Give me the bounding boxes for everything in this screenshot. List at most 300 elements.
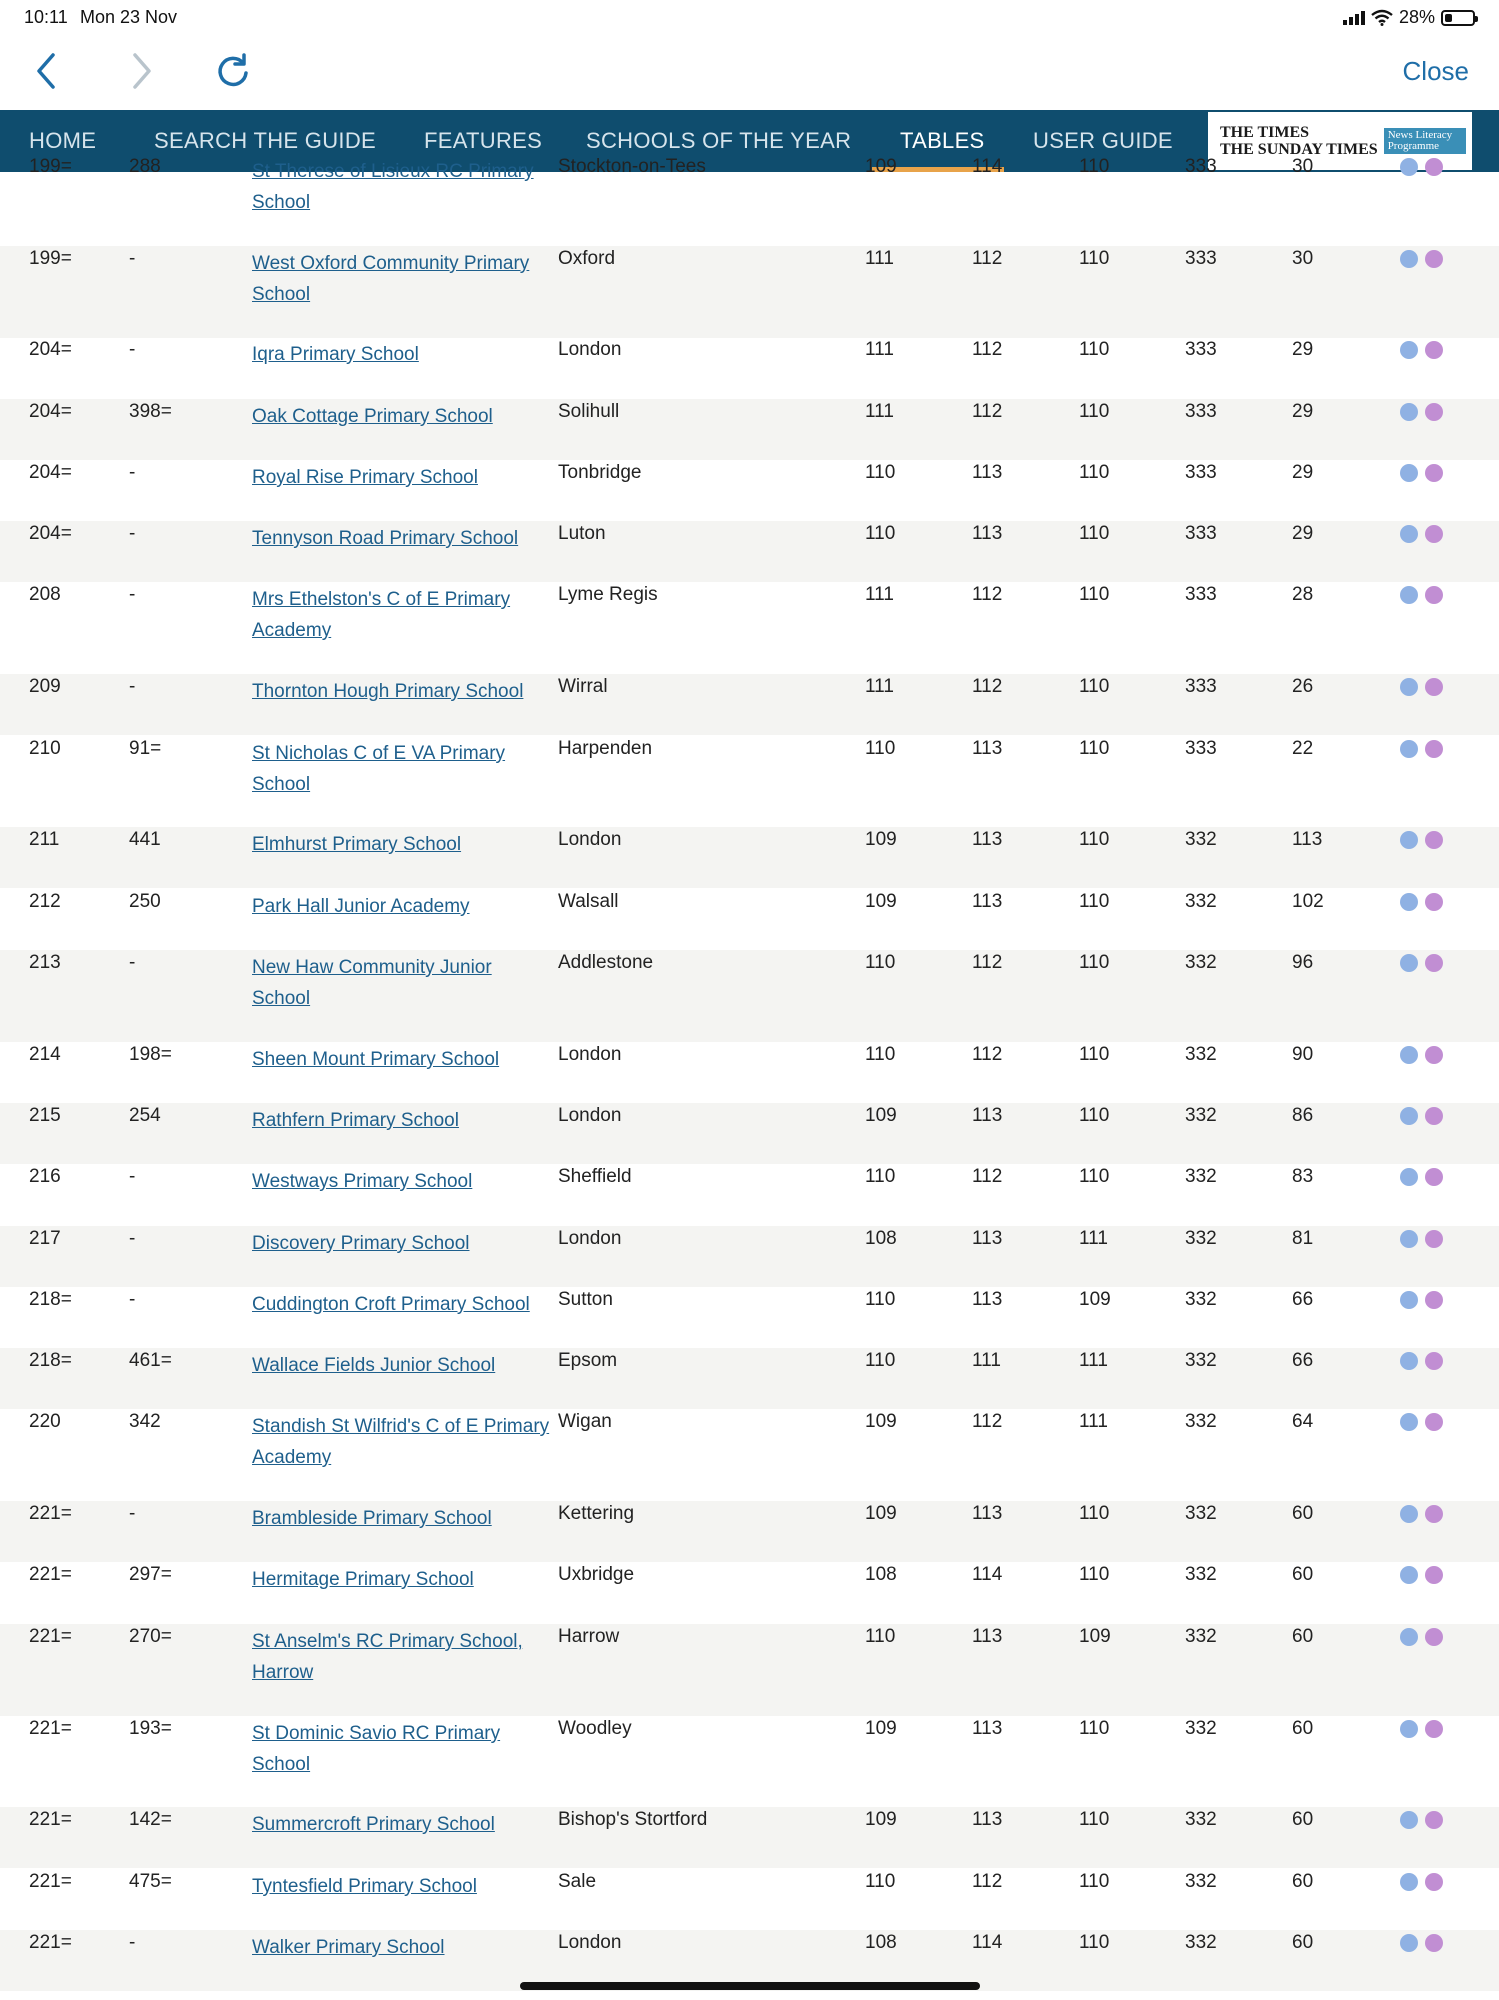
status-date: Mon 23 Nov <box>80 7 178 27</box>
close-button[interactable]: Close <box>1402 56 1469 86</box>
rank-cell: 221= <box>29 1871 72 1892</box>
pink-dot-icon <box>1425 586 1443 604</box>
pink-dot-icon <box>1425 341 1443 359</box>
town-cell: Addlestone <box>558 952 654 973</box>
score-2-cell: 113 <box>972 1809 1003 1830</box>
pink-dot-icon <box>1425 1811 1443 1829</box>
rank-cell: 204= <box>29 339 72 360</box>
total-cell: 332 <box>1185 1105 1217 1126</box>
score-1-cell: 111 <box>865 584 894 605</box>
score-2-cell: 111 <box>972 1350 1001 1371</box>
school-name-link[interactable]: Cuddington Croft Primary School <box>252 1294 530 1315</box>
previous-rank-cell: 270= <box>129 1626 172 1647</box>
indicator-dots <box>1400 1046 1443 1064</box>
wifi-icon <box>1371 10 1393 26</box>
town-cell: Oxford <box>558 248 616 269</box>
logo-badge: News Literacy Programme <box>1384 128 1466 154</box>
table-row <box>0 521 1499 582</box>
school-name-link[interactable]: St Nicholas C of E VA Primary School <box>252 743 506 795</box>
town-cell: London <box>558 1105 622 1126</box>
rank-cell: 217 <box>29 1228 61 1249</box>
previous-rank-cell: 475= <box>129 1871 172 1892</box>
score-cell: 102 <box>1292 891 1324 912</box>
score-cell: 66 <box>1292 1289 1314 1310</box>
indicator-dots <box>1400 831 1443 849</box>
score-1-cell: 109 <box>865 1503 897 1524</box>
score-3-cell: 110 <box>1079 738 1110 759</box>
score-3-cell: 110 <box>1079 523 1110 544</box>
town-cell: Harrow <box>558 1626 620 1647</box>
school-name-link[interactable]: St Anselm's RC Primary School, Harrow <box>252 1631 523 1683</box>
total-cell: 332 <box>1185 1809 1217 1830</box>
score-2-cell: 112 <box>972 1044 1003 1065</box>
total-cell: 332 <box>1185 952 1217 973</box>
score-3-cell: 109 <box>1079 1289 1111 1310</box>
score-2-cell: 113 <box>972 1718 1003 1739</box>
score-1-cell: 110 <box>865 738 896 759</box>
indicator-dots <box>1400 740 1443 758</box>
blue-dot-icon <box>1400 893 1418 911</box>
battery-fill <box>1445 14 1452 22</box>
score-1-cell: 110 <box>865 523 896 544</box>
school-name-link[interactable]: Walker Primary School <box>252 1937 445 1958</box>
school-name-link[interactable]: Mrs Ethelston's C of E Primary Academy <box>252 589 511 641</box>
table-row <box>0 889 1499 950</box>
score-2-cell: 112 <box>972 248 1003 269</box>
school-name-link[interactable]: Brambleside Primary School <box>252 1508 492 1529</box>
town-cell: Wirral <box>558 676 608 697</box>
score-cell: 113 <box>1292 829 1323 850</box>
rank-cell: 204= <box>29 462 72 483</box>
score-cell: 22 <box>1292 738 1314 759</box>
pink-dot-icon <box>1425 1505 1443 1523</box>
score-3-cell: 110 <box>1079 462 1110 483</box>
score-1-cell: 110 <box>865 1289 896 1310</box>
score-2-cell: 112 <box>972 1166 1003 1187</box>
pink-dot-icon <box>1425 1413 1443 1431</box>
table-row <box>0 1348 1499 1409</box>
table-row <box>0 1226 1499 1287</box>
table-row <box>0 1103 1499 1164</box>
chevron-left-icon <box>33 51 61 91</box>
score-cell: 28 <box>1292 584 1314 605</box>
previous-rank-cell: 398= <box>129 401 172 422</box>
school-name-link[interactable]: Sheen Mount Primary School <box>252 1049 500 1070</box>
indicator-dots <box>1400 1934 1443 1952</box>
score-2-cell: 113 <box>972 891 1003 912</box>
school-name-link[interactable]: Discovery Primary School <box>252 1233 470 1254</box>
previous-rank-cell: - <box>129 1228 136 1249</box>
score-cell: 60 <box>1292 1626 1314 1647</box>
rank-cell: 221= <box>29 1718 72 1739</box>
results-table <box>0 156 1499 1970</box>
score-cell: 26 <box>1292 676 1314 697</box>
table-row <box>0 1807 1499 1868</box>
score-2-cell: 113 <box>972 1626 1003 1647</box>
score-2-cell: 112 <box>972 401 1003 422</box>
score-cell: 60 <box>1292 1564 1314 1585</box>
blue-dot-icon <box>1400 1291 1418 1309</box>
town-cell: London <box>558 1228 622 1249</box>
previous-rank-cell: 254 <box>129 1105 161 1126</box>
blue-dot-icon <box>1400 1811 1418 1829</box>
blue-dot-icon <box>1400 1230 1418 1248</box>
blue-dot-icon <box>1400 1934 1418 1952</box>
indicator-dots <box>1400 1230 1443 1248</box>
status-time: 10:11 <box>24 7 68 27</box>
indicator-dots <box>1400 1505 1443 1523</box>
indicator-dots <box>1400 1628 1443 1646</box>
rank-cell: 221= <box>29 1626 72 1647</box>
total-cell: 332 <box>1185 891 1217 912</box>
table-row <box>0 1501 1499 1562</box>
blue-dot-icon <box>1400 403 1418 421</box>
score-cell: 66 <box>1292 1350 1314 1371</box>
total-cell: 332 <box>1185 1166 1217 1187</box>
previous-rank-cell: - <box>129 1503 136 1524</box>
score-3-cell: 110 <box>1079 1503 1110 1524</box>
score-2-cell: 113 <box>972 1105 1003 1126</box>
score-cell: 81 <box>1292 1228 1314 1249</box>
reload-button[interactable] <box>208 46 258 96</box>
table-row <box>0 1409 1499 1501</box>
school-name-link[interactable]: Westways Primary School <box>252 1171 473 1192</box>
blue-dot-icon <box>1400 250 1418 268</box>
town-cell: Kettering <box>558 1503 635 1524</box>
pink-dot-icon <box>1425 1107 1443 1125</box>
pink-dot-icon <box>1425 158 1443 176</box>
school-name-link[interactable]: West Oxford Community Primary School <box>252 253 530 305</box>
browser-toolbar <box>0 36 1499 110</box>
previous-rank-cell: - <box>129 1166 136 1187</box>
score-1-cell: 111 <box>865 248 894 269</box>
school-name-link[interactable]: Park Hall Junior Academy <box>252 896 470 917</box>
logo-text <box>1220 124 1378 158</box>
score-3-cell: 110 <box>1079 1871 1110 1892</box>
nav-home[interactable]: HOME <box>29 128 97 153</box>
total-cell: 332 <box>1185 1228 1217 1249</box>
blue-dot-icon <box>1400 1107 1418 1125</box>
rank-cell: 204= <box>29 523 72 544</box>
table-row <box>0 674 1499 735</box>
score-1-cell: 110 <box>865 1871 896 1892</box>
town-cell: Harpenden <box>558 738 653 759</box>
indicator-dots <box>1400 586 1443 604</box>
logo-line-times: THE TIMES <box>1220 124 1310 141</box>
total-cell: 332 <box>1185 1871 1217 1892</box>
indicator-dots <box>1400 525 1443 543</box>
rank-cell: 216 <box>29 1166 61 1187</box>
total-cell: 332 <box>1185 1564 1217 1585</box>
rank-cell: 204= <box>29 401 72 422</box>
blue-dot-icon <box>1400 954 1418 972</box>
school-name-link[interactable]: Oak Cottage Primary School <box>252 406 493 427</box>
town-cell: London <box>558 1932 622 1953</box>
school-name-link[interactable]: Iqra Primary School <box>252 344 419 365</box>
indicator-dots <box>1400 1168 1443 1186</box>
indicator-dots <box>1400 1107 1443 1125</box>
score-1-cell: 110 <box>865 952 896 973</box>
score-3-cell: 111 <box>1079 1411 1108 1432</box>
score-cell: 86 <box>1292 1105 1314 1126</box>
score-2-cell: 113 <box>972 1289 1003 1310</box>
town-cell: Solihull <box>558 401 620 422</box>
previous-rank-cell: - <box>129 523 136 544</box>
pink-dot-icon <box>1425 678 1443 696</box>
pink-dot-icon <box>1425 1230 1443 1248</box>
indicator-dots <box>1400 893 1443 911</box>
school-name-link[interactable]: Wallace Fields Junior School <box>252 1355 496 1376</box>
score-cell: 60 <box>1292 1718 1314 1739</box>
pink-dot-icon <box>1425 1720 1443 1738</box>
score-1-cell: 108 <box>865 1228 897 1249</box>
indicator-dots <box>1400 1811 1443 1829</box>
blue-dot-icon <box>1400 678 1418 696</box>
rank-cell: 199= <box>29 248 72 269</box>
total-cell: 333 <box>1185 462 1217 483</box>
blue-dot-icon <box>1400 586 1418 604</box>
school-name-link[interactable]: Royal Rise Primary School <box>252 467 478 488</box>
signal-icon <box>1343 11 1365 25</box>
table-row <box>0 1042 1499 1103</box>
school-name-link[interactable]: St Dominic Savio RC Primary School <box>252 1723 501 1775</box>
pink-dot-icon <box>1425 1628 1443 1646</box>
pink-dot-icon <box>1425 831 1443 849</box>
blue-dot-icon <box>1400 740 1418 758</box>
score-3-cell: 110 <box>1079 1105 1110 1126</box>
score-2-cell: 113 <box>972 829 1003 850</box>
total-cell: 333 <box>1185 156 1217 177</box>
previous-rank-cell: - <box>129 1289 136 1310</box>
score-1-cell: 108 <box>865 1564 897 1585</box>
school-name-link[interactable]: Tennyson Road Primary School <box>252 528 519 549</box>
table-row <box>0 1716 1499 1808</box>
school-name-link[interactable]: Thornton Hough Primary School <box>252 681 524 702</box>
score-cell: 60 <box>1292 1809 1314 1830</box>
total-cell: 333 <box>1185 676 1217 697</box>
pink-dot-icon <box>1425 1291 1443 1309</box>
previous-rank-cell: 193= <box>129 1718 172 1739</box>
score-cell: 29 <box>1292 339 1314 360</box>
total-cell: 332 <box>1185 1350 1217 1371</box>
battery-percent: 28% <box>1398 7 1435 27</box>
previous-rank-cell: - <box>129 1932 136 1953</box>
score-1-cell: 109 <box>865 829 897 850</box>
school-name-link[interactable]: Standish St Wilfrid's C of E Primary Academy <box>252 1416 550 1468</box>
score-cell: 30 <box>1292 248 1314 269</box>
rank-cell: 208 <box>29 584 61 605</box>
table-row <box>0 246 1499 338</box>
nav-search-the-guide[interactable]: SEARCH THE GUIDE <box>154 128 376 153</box>
town-cell: Woodley <box>558 1718 632 1739</box>
score-2-cell: 112 <box>972 1411 1003 1432</box>
previous-rank-cell: 297= <box>129 1564 172 1585</box>
score-1-cell: 109 <box>865 1809 897 1830</box>
score-2-cell: 113 <box>972 462 1003 483</box>
nav-features[interactable]: FEATURES <box>424 128 543 153</box>
pink-dot-icon <box>1425 1168 1443 1186</box>
school-name-link[interactable]: Tyntesfield Primary School <box>252 1876 477 1897</box>
rank-cell: 199= <box>29 156 72 177</box>
score-2-cell: 114 <box>972 1564 1003 1585</box>
score-1-cell: 111 <box>865 401 894 422</box>
nav-schools-of-the-year[interactable]: SCHOOLS OF THE YEAR <box>586 128 852 153</box>
previous-rank-cell: - <box>129 584 136 605</box>
blue-dot-icon <box>1400 1168 1418 1186</box>
rank-cell: 213 <box>29 952 61 973</box>
school-name-link[interactable]: Summercroft Primary School <box>252 1814 495 1835</box>
indicator-dots <box>1400 1873 1443 1891</box>
pink-dot-icon <box>1425 1873 1443 1891</box>
score-2-cell: 113 <box>972 1503 1003 1524</box>
table-row <box>0 1164 1499 1225</box>
town-cell: Sale <box>558 1871 597 1892</box>
previous-rank-cell: 91= <box>129 738 162 759</box>
reload-icon <box>213 51 253 91</box>
town-cell: Lyme Regis <box>558 584 658 605</box>
blue-dot-icon <box>1400 464 1418 482</box>
score-cell: 60 <box>1292 1932 1314 1953</box>
score-1-cell: 109 <box>865 1411 897 1432</box>
score-1-cell: 110 <box>865 1166 896 1187</box>
indicator-dots <box>1400 341 1443 359</box>
score-cell: 29 <box>1292 401 1314 422</box>
nav-tables[interactable]: TABLES <box>900 128 985 153</box>
rank-cell: 221= <box>29 1564 72 1585</box>
score-cell: 96 <box>1292 952 1314 973</box>
previous-rank-cell: - <box>129 248 136 269</box>
table-row <box>0 950 1499 1042</box>
pink-dot-icon <box>1425 1352 1443 1370</box>
total-cell: 332 <box>1185 1044 1217 1065</box>
blue-dot-icon <box>1400 1046 1418 1064</box>
total-cell: 333 <box>1185 523 1217 544</box>
school-name-link[interactable]: Rathfern Primary School <box>252 1110 459 1131</box>
score-3-cell: 110 <box>1079 1044 1110 1065</box>
score-3-cell: 109 <box>1079 1626 1111 1647</box>
blue-dot-icon <box>1400 341 1418 359</box>
table-row <box>0 736 1499 828</box>
table-row <box>0 1562 1499 1623</box>
rank-cell: 211 <box>29 829 60 850</box>
school-name-link[interactable]: New Haw Community Junior School <box>252 957 492 1009</box>
pink-dot-icon <box>1425 1566 1443 1584</box>
table-row <box>0 582 1499 674</box>
town-cell: Tonbridge <box>558 462 642 483</box>
town-cell: Luton <box>558 523 606 544</box>
indicator-dots <box>1400 954 1443 972</box>
school-name-link[interactable]: Elmhurst Primary School <box>252 834 462 855</box>
pink-dot-icon <box>1425 250 1443 268</box>
score-1-cell: 108 <box>865 1932 897 1953</box>
blue-dot-icon <box>1400 525 1418 543</box>
previous-rank-cell: 441 <box>129 829 161 850</box>
score-3-cell: 110 <box>1079 1718 1110 1739</box>
indicator-dots <box>1400 158 1443 176</box>
rank-cell: 215 <box>29 1105 61 1126</box>
pink-dot-icon <box>1425 1934 1443 1952</box>
previous-rank-cell: - <box>129 339 136 360</box>
indicator-dots <box>1400 1291 1443 1309</box>
town-cell: Sutton <box>558 1289 613 1310</box>
score-3-cell: 111 <box>1079 1228 1108 1249</box>
town-cell: Sheffield <box>558 1166 632 1187</box>
back-button[interactable] <box>22 46 72 96</box>
table-row <box>0 1287 1499 1348</box>
blue-dot-icon <box>1400 831 1418 849</box>
pink-dot-icon <box>1425 740 1443 758</box>
score-1-cell: 109 <box>865 156 897 177</box>
score-1-cell: 109 <box>865 1105 897 1126</box>
total-cell: 333 <box>1185 248 1217 269</box>
score-3-cell: 110 <box>1079 952 1110 973</box>
town-cell: Stockton-on-Tees <box>558 156 706 177</box>
score-1-cell: 111 <box>865 676 894 697</box>
score-cell: 29 <box>1292 523 1314 544</box>
previous-rank-cell: 342 <box>129 1411 161 1432</box>
score-1-cell: 109 <box>865 1718 897 1739</box>
score-3-cell: 110 <box>1079 401 1110 422</box>
indicator-dots <box>1400 1352 1443 1370</box>
table-row <box>0 399 1499 460</box>
indicator-dots <box>1400 1566 1443 1584</box>
score-2-cell: 112 <box>972 339 1003 360</box>
previous-rank-cell: 142= <box>129 1809 172 1830</box>
indicator-dots <box>1400 678 1443 696</box>
total-cell: 332 <box>1185 1411 1217 1432</box>
previous-rank-cell: 250 <box>129 891 161 912</box>
previous-rank-cell: 461= <box>129 1350 172 1371</box>
score-3-cell: 110 <box>1079 829 1110 850</box>
rank-cell: 218= <box>29 1350 72 1371</box>
score-2-cell: 114 <box>972 1932 1003 1953</box>
score-2-cell: 113 <box>972 1228 1003 1249</box>
score-3-cell: 110 <box>1079 1564 1110 1585</box>
rank-cell: 210 <box>29 738 61 759</box>
score-1-cell: 110 <box>865 462 896 483</box>
score-1-cell: 111 <box>865 339 894 360</box>
score-2-cell: 112 <box>972 952 1003 973</box>
score-1-cell: 110 <box>865 1044 896 1065</box>
status-right <box>1343 7 1475 28</box>
score-3-cell: 110 <box>1079 156 1110 177</box>
school-name-link[interactable]: Hermitage Primary School <box>252 1569 474 1590</box>
score-3-cell: 110 <box>1079 248 1110 269</box>
rank-cell: 209 <box>29 676 61 697</box>
score-1-cell: 110 <box>865 1350 896 1371</box>
nav-user-guide[interactable]: USER GUIDE <box>1033 128 1173 153</box>
indicator-dots <box>1400 403 1443 421</box>
chevron-right-icon <box>127 51 155 91</box>
forward-button[interactable] <box>116 46 166 96</box>
home-indicator <box>520 1982 980 1990</box>
score-2-cell: 112 <box>972 1871 1003 1892</box>
blue-dot-icon <box>1400 158 1418 176</box>
score-3-cell: 110 <box>1079 1809 1110 1830</box>
score-3-cell: 110 <box>1079 676 1110 697</box>
score-3-cell: 110 <box>1079 1932 1110 1953</box>
score-cell: 64 <box>1292 1411 1314 1432</box>
score-cell: 30 <box>1292 156 1314 177</box>
school-name-link[interactable]: St Therese of Lisieux RC Primary School <box>252 161 534 213</box>
battery-icon <box>1441 10 1475 26</box>
indicator-dots <box>1400 1720 1443 1738</box>
score-cell: 60 <box>1292 1871 1314 1892</box>
indicator-dots <box>1400 250 1443 268</box>
blue-dot-icon <box>1400 1566 1418 1584</box>
table-row <box>0 337 1499 398</box>
score-1-cell: 110 <box>865 1626 896 1647</box>
